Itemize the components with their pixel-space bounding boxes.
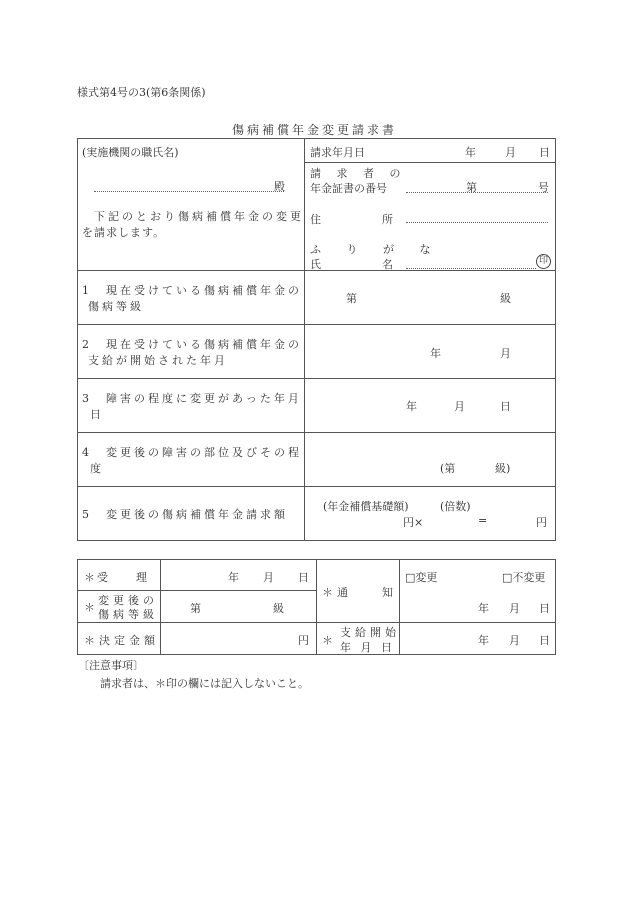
item4-label: 4 変更後の障害の部位及びその程 [82,446,302,459]
border [77,138,78,541]
honorific: 殿 [274,180,285,193]
border [304,138,305,541]
grade-kyu: 級 [273,602,284,615]
item3-day: 日 [500,400,511,413]
item4-kyu: 級) [495,462,511,475]
name-field[interactable] [406,268,536,269]
start-day: 日 [539,634,550,647]
item3-label-2: 日 [90,408,104,421]
year-label: 年 [465,146,476,159]
name-label: 氏 [310,258,321,271]
form-number: 様式第4号の3(第6条関係) [77,86,206,99]
item1-kyu: 級 [500,292,511,305]
item4-dai: (第 [440,462,456,475]
notes-text: 請求者は、＊印の欄には記入しないこと。 [100,677,309,690]
start-label-line2: 年 月 日 [340,641,395,654]
certificate-number-field[interactable] [406,192,548,193]
border [77,378,556,379]
item1-label: 1 現在受けている傷病補償年金の [82,284,302,297]
document-title: 傷病補償年金変更請求書 [232,123,398,137]
item5-multiplier-label: (倍数) [440,500,471,513]
request-date-label: 請求年月日 [310,146,365,159]
border [555,559,556,655]
received-label: ＊受 理 [84,571,149,584]
received-day: 日 [298,571,309,584]
cert-go: 号 [538,181,549,194]
border [77,486,556,487]
seal-icon: 印 [536,254,551,269]
certificate-label-line2: 年金証書の番号 [310,182,387,195]
request-text-line2: を請求します。 [82,226,166,239]
asterisk: ＊ [322,634,333,647]
grade-label-line1: 変更後の [98,594,158,607]
start-month: 月 [509,634,520,647]
item5-base-label: (年金補償基礎額) [323,500,409,513]
item2-label: 2 現在受けている傷病補償年金の [82,338,302,351]
border [316,559,317,655]
notice-year: 年 [478,602,489,615]
border [77,432,556,433]
item5-label: 5 変更後の傷病補償年金請求額 [82,508,288,521]
item3-year: 年 [406,400,417,413]
item2-month: 月 [500,347,511,360]
border [555,138,556,541]
item5-yen: 円 [536,516,547,529]
start-year: 年 [478,634,489,647]
day-label: 日 [539,146,550,159]
notice-month: 月 [509,602,520,615]
notice-day: 日 [539,602,550,615]
address-field[interactable] [406,222,548,223]
address-label-right: 所 [382,213,393,226]
border [399,559,400,655]
border [77,559,78,655]
border [304,162,556,163]
border [77,540,556,541]
border [77,622,556,623]
border [77,138,556,139]
name-label-right: 名 [382,258,393,271]
month-label: 月 [505,146,516,159]
border [77,590,317,591]
item3-label: 3 障害の程度に変更があった年月 [82,392,302,405]
certificate-label-line1: 請 求 者 の [310,167,407,180]
start-label-line1: 支給開始 [340,626,400,639]
asterisk: ＊ [84,601,95,614]
request-text-line1: 下記のとおり傷病補償年金の変更 [94,210,304,223]
notice-label: ＊通 知 [322,586,397,599]
notes-heading: 〔注意事項〕 [78,659,144,672]
item2-label-2: 支給が開始された年月 [88,354,228,367]
item4-label-2: 度 [90,462,104,475]
grade-label-line2: 傷病等級 [98,608,158,621]
border [160,559,161,655]
institution-label: (実施機関の職氏名) [82,146,179,159]
border [77,324,556,325]
item2-year: 年 [430,347,441,360]
address-label: 住 [310,213,321,226]
cert-dai: 第 [466,181,477,194]
furigana-label: ふ り が な [310,243,442,256]
received-year: 年 [228,571,239,584]
item1-dai: 第 [346,292,357,305]
grade-dai: 第 [190,602,201,615]
amount-label: ＊決定金額 [84,634,159,647]
changed-checkbox[interactable]: □変更 [405,571,438,584]
item5-yen-times: 円× [403,516,424,529]
institution-name-field[interactable] [94,191,284,192]
item3-month: 月 [454,400,465,413]
item1-label-2: 傷病等級 [88,300,144,313]
unchanged-checkbox[interactable]: □不変更 [502,571,546,584]
amount-yen: 円 [298,634,309,647]
received-month: 月 [263,571,274,584]
item5-equals: = [478,514,488,527]
